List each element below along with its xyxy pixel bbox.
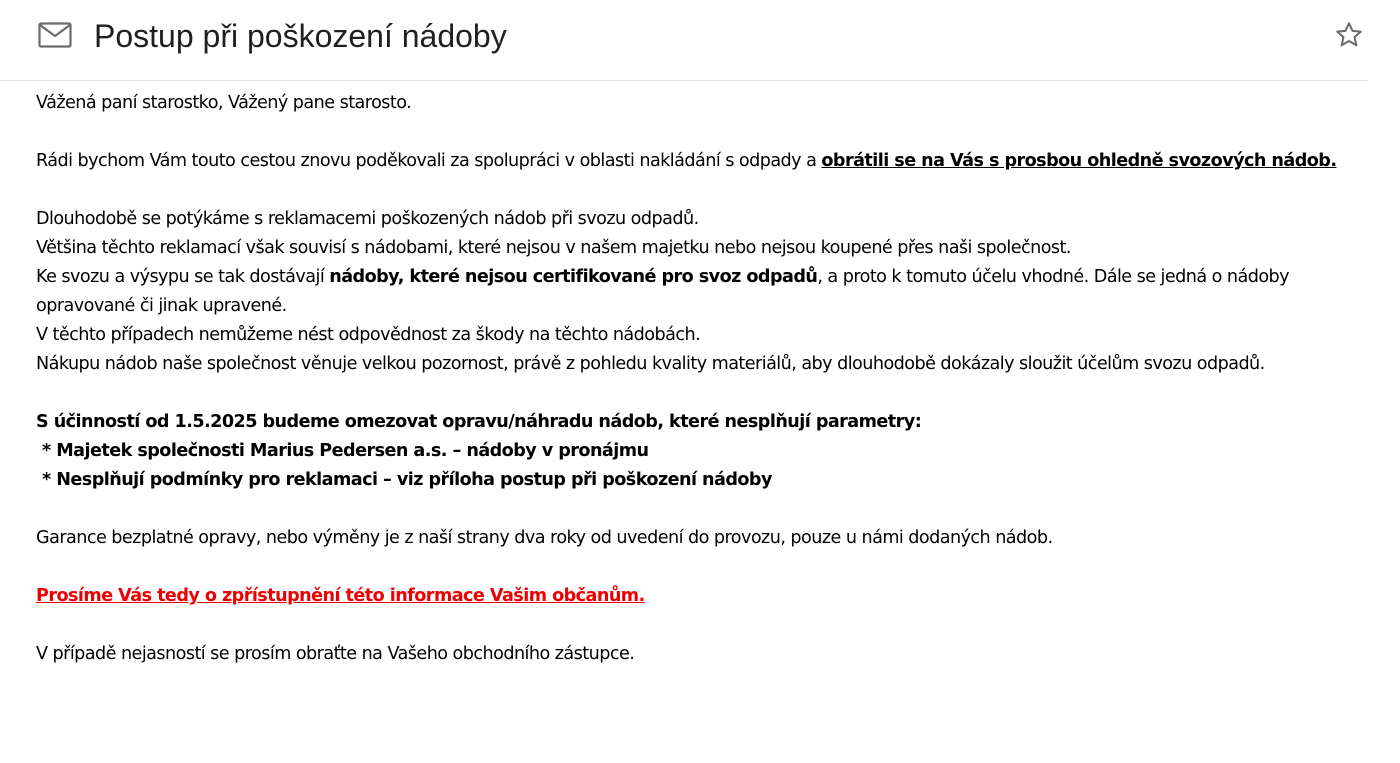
guarantee-text: Garance bezplatné opravy, nebo výměny je z naší strany dva roky od uvedení do provozu, pouze u námi dodaných nádob.	[36, 528, 1053, 548]
intro-text: Rádi bychom Vám touto cestou znovu poděkovali za spolupráci v oblasti nakládání s odpady a	[36, 151, 822, 171]
body-line: V těchto případech nemůžeme nést odpovědnost za škody na těchto nádobách.	[36, 325, 701, 345]
paragraph-gap	[36, 176, 1366, 205]
mail-envelope-icon	[38, 22, 72, 48]
body-line: Dlouhodobě se potýkáme s reklamacemi poškozených nádob při svozu odpadů.	[36, 209, 699, 229]
body-line: Nákupu nádob naše společnost věnuje velkou pozornost, právě z pohledu kvality materiálů, aby dlouhodobě dokázaly sloužit účelům svozu odpadů.	[36, 354, 1265, 374]
request-text: Prosíme Vás tedy o zpřístupnění této informace Vašim občanům.	[36, 586, 645, 606]
body-line: Většina těchto reklamací však souvisí s nádobami, které nejsou v našem majetku nebo nejsou koupené přes naši společnost.	[36, 238, 1071, 258]
greeting: Vážená paní starostko, Vážený pane starosto.	[36, 93, 412, 113]
closing-text: V případě nejasností se prosím obraťte na Vašeho obchodního zástupce.	[36, 644, 635, 664]
notice-item: * Majetek společnosti Marius Pedersen a.s. – nádoby v pronájmu	[42, 441, 649, 461]
paragraph-gap	[36, 379, 1366, 408]
paragraph-gap	[36, 553, 1366, 582]
body-text: Ke svozu a výsypu se tak dostávají	[36, 267, 330, 287]
email-header	[0, 0, 1400, 80]
body-bold-text: nádoby, které nejsou certifikované pro svoz odpadů	[329, 267, 818, 287]
paragraph-gap	[36, 118, 1366, 147]
email-body	[36, 89, 1366, 669]
body-line	[36, 263, 1366, 321]
paragraph-gap	[36, 611, 1366, 640]
header-divider	[0, 80, 1368, 81]
paragraph-gap	[36, 495, 1366, 524]
request-line	[36, 582, 1366, 611]
notice-heading: S účinností od 1.5.2025 budeme omezovat opravu/náhradu nádob, které nesplňují parametry:	[36, 412, 922, 432]
intro-paragraph	[36, 147, 1366, 176]
star-outline-icon[interactable]	[1334, 20, 1364, 50]
email-subject: Postup při poškození nádoby	[94, 18, 507, 54]
notice-item: * Nesplňují podmínky pro reklamaci – viz příloha postup při poškození nádoby	[42, 470, 772, 490]
body-text: , a proto k tomuto účelu vhodné. Dále se jedná o nádoby opravované či jinak upravené.	[36, 267, 1290, 316]
intro-emphasis: obrátili se na Vás s prosbou ohledně svozových nádob.	[821, 151, 1337, 171]
